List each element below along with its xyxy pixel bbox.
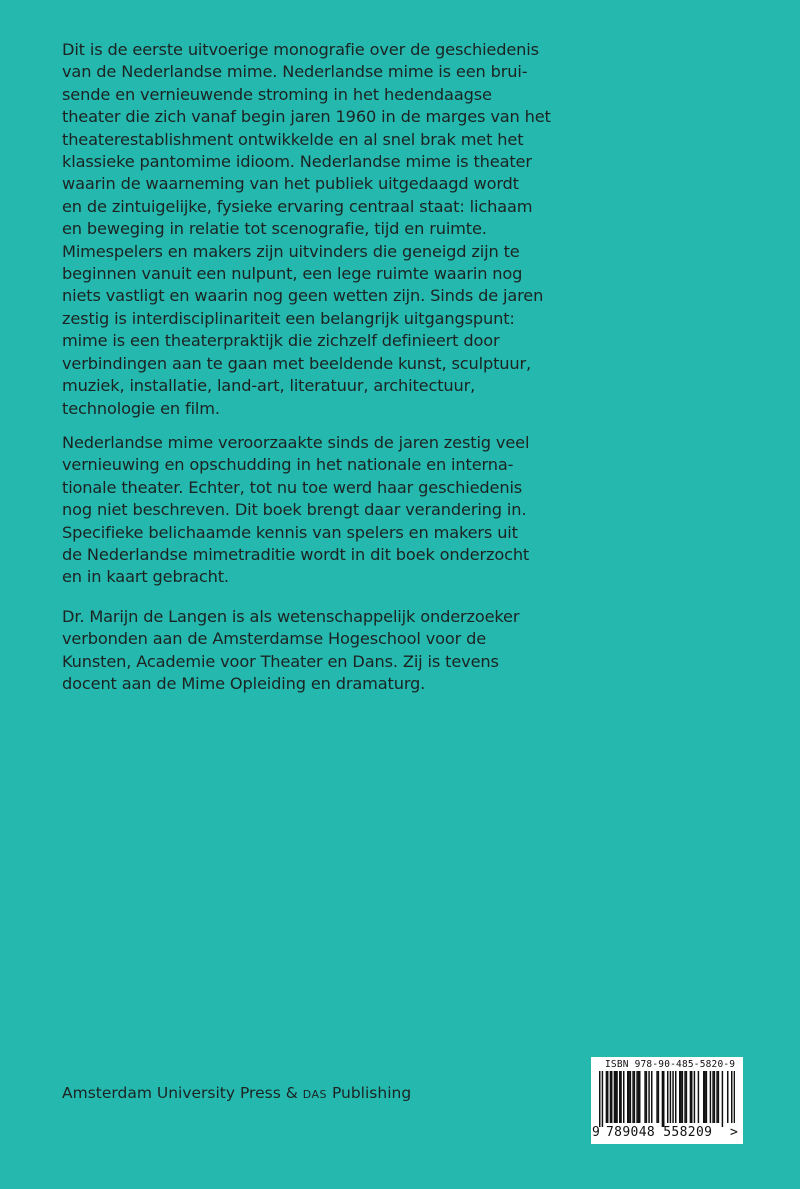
text-line: verbonden aan de Amsterdamse Hogeschool voor de: [62, 629, 487, 649]
barcode-bar: [615, 1071, 616, 1123]
isbn-digits: 789048 558209: [606, 1125, 713, 1140]
text-line: klassieke pantomime idioom. Nederlandse mime is theater: [62, 152, 532, 172]
text-line: theaterestablishment ontwikkelde en al snel brak met het: [62, 129, 524, 149]
barcode-bar: [648, 1071, 649, 1123]
barcode-bar: [644, 1071, 645, 1123]
text-line: mime is een theaterpraktijk die zichzelf definieert door: [62, 331, 500, 351]
barcode-bar: [690, 1071, 691, 1123]
barcode-bar: [714, 1071, 715, 1123]
isbn-first-digit: 9: [592, 1125, 600, 1140]
text-line: Nederlandse mime veroorzaakte sinds de jaren zestig veel: [62, 433, 530, 452]
barcode-bar: [658, 1071, 659, 1123]
text-line: tionale theater. Echter, tot nu toe werd haar geschiedenis: [62, 477, 523, 497]
text-line: sende en vernieuwende stroming in het hedendaagse: [62, 84, 492, 104]
publisher-name-prefix: Amsterdam University Press &: [62, 1084, 303, 1102]
barcode-bar: [656, 1071, 657, 1123]
barcode-bar: [611, 1071, 612, 1123]
barcode-bar: [616, 1071, 617, 1123]
barcode-bars: [599, 1071, 735, 1127]
text-line: vernieuwing en opschudding in het nationale en interna-: [62, 455, 514, 475]
barcode-bar: [670, 1071, 671, 1123]
barcode-bar: [599, 1071, 600, 1127]
barcode-bar: [602, 1071, 603, 1127]
barcode-bar: [638, 1071, 639, 1123]
barcode-bar: [663, 1071, 664, 1127]
barcode-bar: [630, 1071, 631, 1123]
barcode-bar: [710, 1071, 711, 1123]
barcode-bar: [672, 1071, 673, 1123]
barcode-bar: [667, 1071, 668, 1123]
barcode-bar: [698, 1071, 699, 1123]
text-line: beginnen vanuit een nulpunt, een lege ruimte waarin nog: [62, 264, 523, 284]
barcode-bar: [610, 1071, 611, 1123]
isbn-barcode: [591, 1057, 743, 1144]
barcode-bar: [718, 1071, 719, 1123]
barcode-bar: [722, 1071, 723, 1127]
barcode-bar: [686, 1071, 687, 1123]
barcode-bar: [623, 1071, 624, 1123]
barcode-bar: [619, 1071, 620, 1123]
publisher-credit: [62, 1083, 411, 1105]
barcode-bar: [675, 1071, 676, 1123]
text-line: Dr. Marijn de Langen is als wetenschappelijk onderzoeker: [62, 607, 520, 626]
barcode-bar: [703, 1071, 704, 1123]
barcode-bar: [680, 1071, 681, 1123]
barcode-bar: [620, 1071, 621, 1123]
barcode-bar: [691, 1071, 692, 1123]
text-line: waarin de waarneming van het publiek uitgedaagd wordt: [62, 174, 519, 194]
barcode-bar: [679, 1071, 680, 1123]
text-line: nog niet beschreven. Dit boek brengt daar verandering in.: [62, 500, 527, 520]
barcode-bar: [651, 1071, 652, 1123]
text-line: en in kaart gebracht.: [62, 567, 229, 587]
barcode-bar: [734, 1071, 735, 1123]
barcode-bar: [614, 1071, 615, 1123]
text-line: Specifieke belichaamde kennis van spelers en makers uit: [62, 522, 518, 542]
text-line: en de zintuigelijke, fysieke ervaring centraal staat: lichaam: [62, 196, 533, 216]
barcode-bar: [731, 1071, 732, 1123]
text-line: en beweging in relatie tot scenografie, tijd en ruimte.: [62, 219, 487, 239]
barcode-bar: [632, 1071, 633, 1123]
text-line: Mimespelers en makers zijn uitvinders die geneigd zijn te: [62, 241, 520, 261]
text-line: van de Nederlandse mime. Nederlandse mime is een brui-: [62, 62, 528, 82]
description-paragraph-1: [62, 39, 562, 420]
text-line: Dit is de eerste uitvoerige monografie over de geschiedenis: [62, 40, 539, 59]
barcode-bar: [712, 1071, 713, 1123]
publisher-name-suffix: Publishing: [327, 1084, 412, 1102]
text-line: zestig is interdisciplinariteit een belangrijk uitgangspunt:: [62, 308, 515, 328]
barcode-bar: [646, 1071, 647, 1123]
text-line: Kunsten, Academie voor Theater en Dans. Zij is tevens: [62, 651, 499, 671]
barcode-bar: [706, 1071, 707, 1123]
barcode-bar: [634, 1071, 635, 1123]
barcode-bar: [607, 1071, 608, 1123]
barcode-bar: [636, 1071, 637, 1123]
text-line: niets vastligt en waarin nog geen wetten zijn. Sinds de jaren: [62, 286, 544, 306]
text-line: muziek, installatie, land-art, literatuur, architectuur,: [62, 376, 476, 396]
barcode-bar: [704, 1071, 705, 1123]
barcode-bar: [716, 1071, 717, 1123]
barcode-bar: [662, 1071, 663, 1127]
text-line: verbindingen aan te gaan met beeldende kunst, sculptuur,: [62, 353, 531, 373]
barcode-bar: [682, 1071, 683, 1123]
text-line: technologie en film.: [62, 398, 220, 418]
barcode-bar: [694, 1071, 695, 1123]
das-logo-text: DAS: [302, 1088, 328, 1101]
text-line: theater die zich vanaf begin jaren 1960 in de marges van het: [62, 107, 551, 127]
barcode-bar: [606, 1071, 607, 1123]
barcode-bar: [627, 1071, 628, 1123]
description-paragraph-2: [62, 432, 562, 589]
barcode-bar: [628, 1071, 629, 1123]
text-line: docent aan de Mime Opleiding en dramaturg.: [62, 674, 426, 694]
quiet-zone-arrow: >: [730, 1125, 738, 1140]
barcode-bar: [727, 1071, 728, 1123]
barcode-bar: [639, 1071, 640, 1123]
isbn-label: ISBN 978-90-485-5820-9: [605, 1059, 736, 1070]
barcode-bar: [684, 1071, 685, 1123]
author-bio-paragraph: [62, 606, 562, 696]
text-line: de Nederlandse mimetraditie wordt in dit boek onderzocht: [62, 545, 530, 565]
